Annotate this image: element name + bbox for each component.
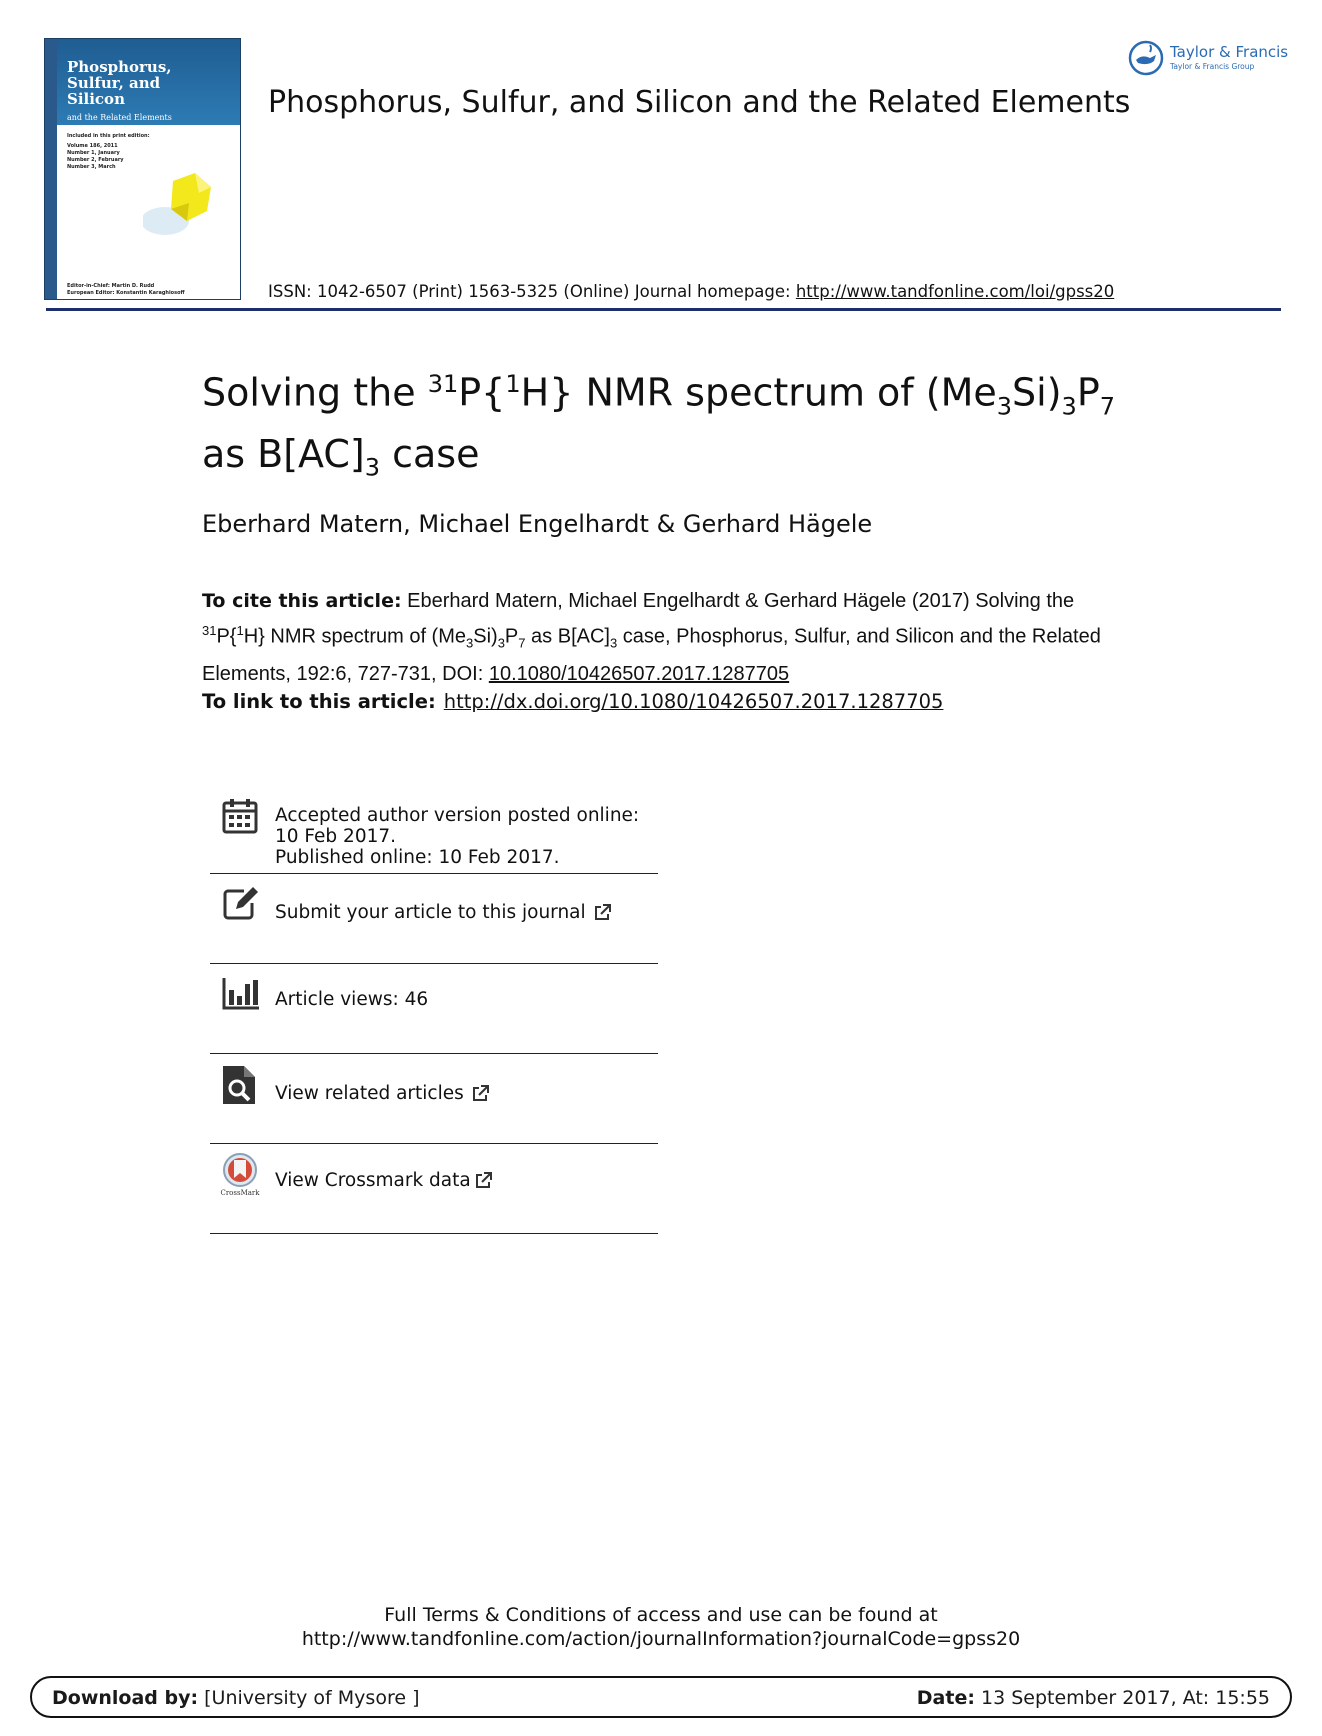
publisher-group: Taylor & Francis Group	[1170, 62, 1255, 71]
accepted-date-text: Accepted author version posted online: 10 Feb 2017.	[275, 805, 640, 847]
citation-subscript: 3	[466, 635, 474, 651]
crossmark-label[interactable]: View Crossmark data	[275, 1170, 471, 1191]
journal-title: Phosphorus, Sulfur, and Silicon and the Related Elements	[268, 85, 1131, 120]
citation-superscript: 31	[202, 623, 217, 638]
crossmark-icon	[220, 1153, 262, 1197]
external-link-icon	[473, 1171, 493, 1191]
title-text: as B[AC]	[202, 432, 365, 477]
submit-article-link	[275, 902, 612, 923]
list-item-crossmark[interactable]	[210, 1145, 658, 1234]
article-authors: Eberhard Matern, Michael Engelhardt & Gerhard Hägele	[202, 510, 873, 538]
article-link-line	[202, 690, 943, 713]
title-subscript: 3	[996, 392, 1013, 421]
cover-edition-note: Included in this print edition:	[67, 133, 150, 139]
header-divider	[46, 308, 1281, 311]
crossmark-link	[275, 1170, 493, 1191]
citation-text: as B[AC]	[525, 625, 610, 648]
citation-superscript: 1	[236, 623, 244, 638]
title-subscript: 7	[1099, 392, 1116, 421]
cover-volume-line: Number 2, February	[67, 157, 124, 163]
citation-subscript: 3	[609, 635, 618, 651]
title-superscript: 31	[427, 370, 459, 398]
title-superscript: 1	[505, 370, 521, 398]
citation-label: To cite this article:	[202, 590, 402, 612]
list-item-related[interactable]	[210, 1055, 658, 1144]
citation-text: Eberhard Matern, Michael Engelhardt & Gerhard Hägele (2017) Solving the	[401, 590, 1075, 612]
title-text: Solving the	[202, 370, 428, 415]
journal-cover-image	[44, 38, 241, 300]
cover-subtitle: and the Related Elements	[67, 113, 172, 122]
sulfur-crystal-image	[143, 159, 221, 237]
edit-icon	[222, 885, 260, 921]
cover-volume-line: Volume 186, 2011	[67, 143, 118, 149]
date-label: Date:	[916, 1687, 975, 1709]
title-text: case	[380, 432, 480, 477]
list-item-views	[210, 965, 658, 1054]
list-item-submit[interactable]	[210, 875, 658, 964]
citation-text: P	[504, 625, 519, 648]
external-link-icon	[592, 903, 612, 923]
article-title	[202, 360, 1162, 492]
article-views-text: Article views: 46	[275, 989, 429, 1010]
download-institution: [University of Mysore ]	[198, 1687, 420, 1709]
title-text: P	[1076, 370, 1100, 415]
title-subscript: 3	[364, 453, 381, 482]
citation-text: case, Phosphorus, Sulfur, and Silicon and the Related Elements, 192:6, 727-731, DOI:	[202, 625, 1101, 685]
cover-title: Phosphorus, Sulfur, and Silicon	[67, 58, 172, 108]
download-label: Download by:	[52, 1687, 199, 1709]
citation-block	[202, 586, 1122, 689]
submit-article-label[interactable]: Submit your article to this journal	[275, 902, 586, 923]
publisher-name: Taylor & Francis	[1170, 43, 1289, 61]
cover-volume-line: Number 3, March	[67, 164, 116, 170]
cover-spine	[45, 39, 57, 299]
cover-editor: Editor-in-Chief: Martin D. Rudd	[67, 283, 155, 289]
citation-doi-link[interactable]: 10.1080/10426507.2017.1287705	[488, 662, 790, 685]
citation-subscript: 7	[518, 635, 526, 651]
journal-homepage-link[interactable]: http://www.tandfonline.com/loi/gpss20	[795, 282, 1115, 301]
date-value: 13 September 2017, At: 15:55	[974, 1687, 1270, 1709]
issn-line	[268, 282, 1114, 301]
citation-text: P{	[216, 625, 237, 648]
external-link-icon	[470, 1084, 490, 1104]
related-articles-label[interactable]: View related articles	[275, 1083, 464, 1104]
title-subscript: 3	[1061, 392, 1077, 421]
related-articles-link	[275, 1083, 490, 1104]
list-item-publication-dates	[210, 795, 658, 874]
calendar-icon	[222, 798, 258, 834]
citation-text: Si)	[473, 625, 498, 648]
download-date	[917, 1687, 1270, 1709]
citation-text: H} NMR spectrum of (Me	[243, 625, 466, 648]
download-footer	[30, 1676, 1292, 1718]
article-info-list	[210, 795, 658, 1235]
download-by	[52, 1687, 419, 1709]
terms-line: Full Terms & Conditions of access and use can be found at	[384, 1604, 938, 1626]
terms-notice	[0, 1603, 1322, 1651]
crossmark-logo-text: CrossMark	[220, 1189, 260, 1197]
publisher-lamp-icon	[1128, 40, 1164, 76]
cover-european-editor: European Editor: Konstantin Karaghiosoff	[67, 290, 185, 296]
article-doi-url[interactable]: http://dx.doi.org/10.1080/10426507.2017.1287705	[443, 690, 944, 713]
article-link-label: To link to this article:	[202, 690, 436, 713]
title-text: H} NMR spectrum of (Me	[520, 370, 997, 415]
publisher-logo	[1128, 38, 1288, 78]
citation-subscript: 3	[497, 635, 505, 651]
terms-url[interactable]: http://www.tandfonline.com/action/journalInformation?journalCode=gpss20	[301, 1628, 1021, 1650]
issn-text: ISSN: 1042-6507 (Print) 1563-5325 (Online) Journal homepage:	[268, 282, 796, 301]
cover-volume-line: Number 1, January	[67, 150, 120, 156]
title-text: P{	[458, 370, 506, 415]
document-search-icon	[222, 1065, 256, 1105]
bar-chart-icon	[222, 976, 260, 1010]
published-date-text: Published online: 10 Feb 2017.	[275, 847, 560, 868]
title-text: Si)	[1012, 370, 1062, 415]
